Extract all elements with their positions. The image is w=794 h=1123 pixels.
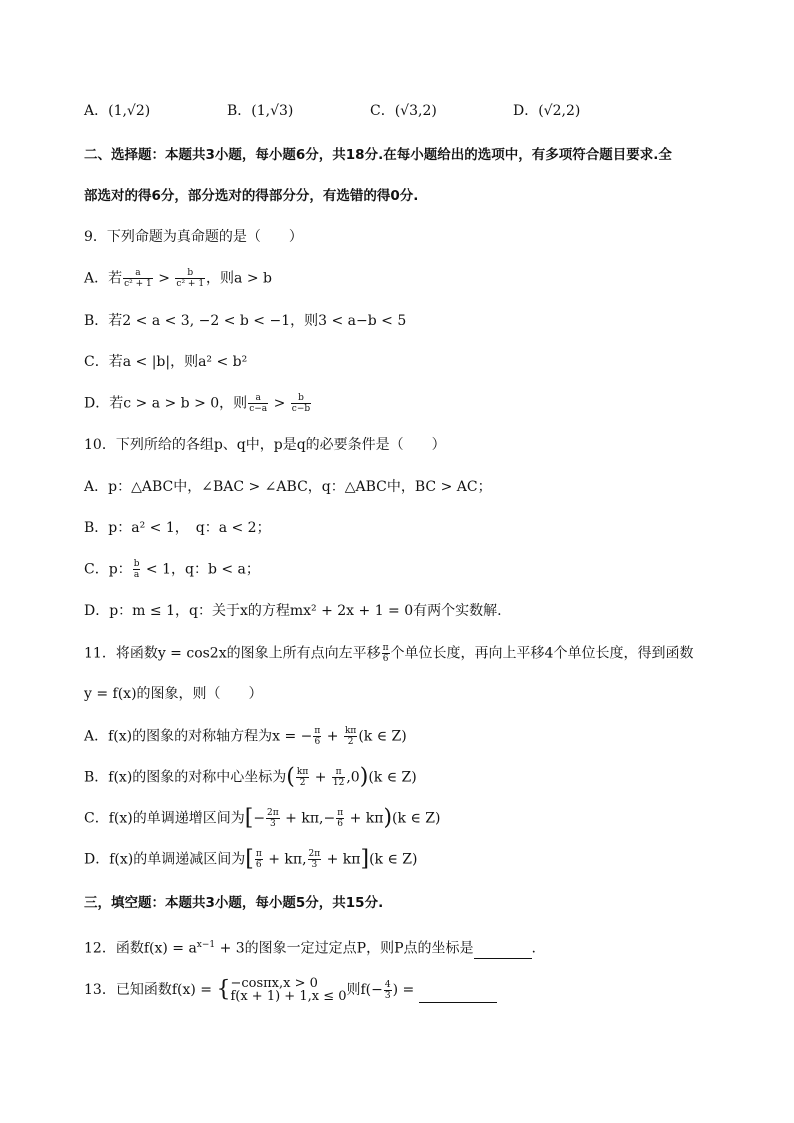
q11-stem-pre: 11．将函数y = cos2x的图象上所有点向左平移: [84, 645, 381, 662]
q11-b-frac1-num: kπ: [296, 767, 309, 777]
q11-c-tail: + kπ: [345, 810, 384, 827]
q12-post: + 3的图象一定过定点P，则P点的坐标是: [215, 940, 474, 957]
q11-d-frac2-den: 3: [311, 860, 318, 870]
q11-b-open: (: [286, 764, 295, 790]
q9-a-frac2-den: c² + 1: [176, 279, 205, 289]
q11-d-frac2-num: 2π: [308, 849, 321, 859]
q11-option-b[interactable]: [84, 764, 734, 790]
q13-answer-blank[interactable]: [419, 988, 497, 1003]
q11-a-frac1-den: 6: [314, 737, 321, 747]
q11-c-mid: + kπ,−: [280, 810, 336, 827]
q10-c-frac-num: b: [133, 559, 140, 569]
q13-case2: f(x + 1) + 1,x ≤ 0: [230, 989, 347, 1004]
q11-c-frac2-den: 6: [337, 819, 344, 829]
q11-stem-frac: [382, 643, 390, 664]
q11-c-frac2: [336, 808, 344, 829]
q11-d-open: [: [245, 846, 254, 872]
q8-option-d[interactable]: D．(√2,2): [513, 103, 581, 119]
q9-d-frac2-num: b: [291, 393, 311, 404]
q11-stem-line2: y = f(x)的图象，则（ ）: [84, 686, 263, 702]
q11-d-frac1-den: 6: [255, 860, 262, 870]
q11-b-post: (k ∈ Z): [368, 769, 417, 786]
q9-a-frac1: [123, 268, 153, 289]
q11-d-close: ]: [360, 846, 370, 872]
q10-option-d[interactable]: D．p：m ≤ 1，q：关于x的方程mx² + 2x + 1 = 0有两个实数解.: [84, 603, 502, 619]
q9-d-frac1: [248, 393, 268, 414]
q11-a-mid: +: [322, 728, 343, 745]
q11-option-d[interactable]: [84, 846, 734, 872]
q13-mid: 则f(−: [346, 982, 383, 998]
q11-c-frac2-num: π: [337, 808, 344, 818]
q10-option-c[interactable]: [84, 559, 734, 580]
q13-pre: 13．已知函数f(x) =: [84, 982, 217, 998]
q12-sup: x−1: [196, 940, 216, 950]
section3-header: 三，填空题：本题共3小题，每小题5分，共15分.: [84, 895, 384, 911]
q11-a-frac1: [313, 726, 321, 747]
q8-option-a[interactable]: A．(1,√2): [84, 103, 151, 119]
q13-brace: {: [216, 977, 231, 1002]
q11-c-open: [: [244, 805, 254, 831]
q11-a-pre: A．f(x)的图象的对称轴方程为x = −: [84, 728, 313, 745]
q13-stem: [84, 977, 734, 1003]
q13-post: ) =: [392, 982, 419, 998]
q10-stem: 10．下列所给的各组p、q中，p是q的必要条件是（ ）: [84, 437, 446, 453]
q11-stem-frac-num: π: [382, 643, 389, 653]
q10-option-a[interactable]: A．p：△ABC中，∠BAC > ∠ABC，q：△ABC中，BC > AC；: [84, 479, 492, 495]
q13-frac: [384, 980, 392, 1001]
q11-a-post: (k ∈ Z): [358, 728, 407, 745]
q11-b-frac2-num: π: [332, 767, 345, 778]
q11-c-close: ): [383, 805, 393, 831]
q9-d-frac2: [291, 393, 311, 414]
q13-frac-num: 4: [384, 979, 391, 990]
q10-c-frac-den: a: [133, 570, 140, 580]
q11-stem-frac-den: 6: [382, 654, 389, 664]
q11-b-pre: B．f(x)的图象的对称中心坐标为: [84, 769, 287, 786]
q9-a-pre: A．若: [84, 270, 123, 287]
q11-d-frac1-num: π: [255, 849, 262, 859]
q11-a-frac2-den: 2: [347, 737, 354, 747]
q9-a-gt: >: [153, 270, 175, 287]
q9-option-d[interactable]: [84, 393, 734, 414]
q9-option-b[interactable]: B．若2 < a < 3, −2 < b < −1，则3 < a−b < 5: [84, 313, 407, 329]
q11-d-frac1: [255, 849, 263, 870]
q11-stem: [84, 643, 734, 664]
q10-c-frac: [133, 559, 141, 580]
q11-b-frac2-den: 12: [332, 778, 345, 788]
q11-b-close: ): [359, 764, 369, 790]
q11-c-m1: −: [253, 810, 266, 827]
q13-case1: −cosπx,x > 0: [230, 976, 318, 991]
q11-b-frac1-den: 2: [299, 778, 306, 788]
q11-b-frac1: [296, 767, 309, 788]
q9-d-gt: >: [269, 395, 290, 412]
q12-stem: [84, 935, 734, 959]
section2-header-line1: 二、选择题：本题共3小题，每小题6分，共18分.在每小题给出的选项中，有多项符合题目要求.全: [84, 147, 672, 163]
q12-answer-blank[interactable]: [474, 944, 532, 959]
q11-d-pre: D．f(x)的单调递减区间为: [84, 851, 246, 868]
q12-pre: 12．函数f(x) = a: [84, 940, 197, 957]
q11-b-tail: ,0: [346, 769, 360, 786]
q11-c-post: (k ∈ Z): [392, 810, 441, 827]
q9-d-pre: D．若c > a > b > 0，则: [84, 395, 248, 412]
q11-c-frac1-num: 2π: [267, 808, 279, 818]
q13-cases: [230, 977, 346, 1003]
q11-option-c[interactable]: [84, 805, 734, 831]
q12-end: .: [531, 940, 536, 957]
q11-option-a[interactable]: [84, 726, 734, 747]
q9-a-post: ，则a > b: [206, 270, 272, 287]
q11-b-mid: +: [310, 769, 331, 786]
q11-a-frac2-num: kπ: [344, 726, 357, 736]
q10-c-pre: C．p：: [84, 561, 132, 578]
q9-d-frac2-den: c−b: [291, 404, 311, 414]
q11-d-post: (k ∈ Z): [369, 851, 418, 868]
q11-stem-post: 个单位长度，再向上平移4个单位长度，得到函数: [390, 645, 694, 662]
q9-stem: 9．下列命题为真命题的是（ ）: [84, 229, 303, 245]
q11-c-frac1: [266, 808, 280, 829]
q8-options: [84, 101, 734, 121]
q9-d-frac1-den: c−a: [249, 404, 268, 414]
q9-d-frac1-num: a: [248, 393, 268, 404]
q11-d-tail: + kπ: [322, 851, 361, 868]
q8-option-c[interactable]: C．(√3,2): [370, 103, 437, 119]
q13-frac-den: 3: [384, 990, 391, 1001]
q11-c-frac1-den: 3: [270, 819, 276, 829]
q11-c-pre: C．f(x)的单调递增区间为: [84, 810, 245, 827]
q9-a-frac1-den: c² + 1: [124, 279, 152, 289]
q9-a-frac2: [175, 268, 205, 289]
q9-a-frac2-num: b: [175, 268, 205, 279]
q11-b-frac2: [332, 767, 345, 788]
q9-a-frac1-num: a: [123, 268, 153, 279]
q11-d-mid: + kπ,: [263, 851, 307, 868]
q11-a-frac1-num: π: [314, 726, 321, 736]
q11-a-frac2: [344, 726, 357, 747]
q9-option-c[interactable]: C．若a < |b|，则a² < b²: [84, 354, 248, 370]
q10-option-b[interactable]: B．p：a² < 1， q：a < 2；: [84, 520, 271, 536]
q11-d-frac2: [308, 849, 322, 870]
section2-header-line2: 部选对的得6分，部分选对的得部分分，有选错的得0分.: [84, 188, 419, 204]
q10-c-post: < 1，q：b < a；: [141, 561, 260, 578]
q8-option-b[interactable]: B．(1,√3): [227, 103, 294, 119]
q9-option-a[interactable]: [84, 268, 734, 289]
